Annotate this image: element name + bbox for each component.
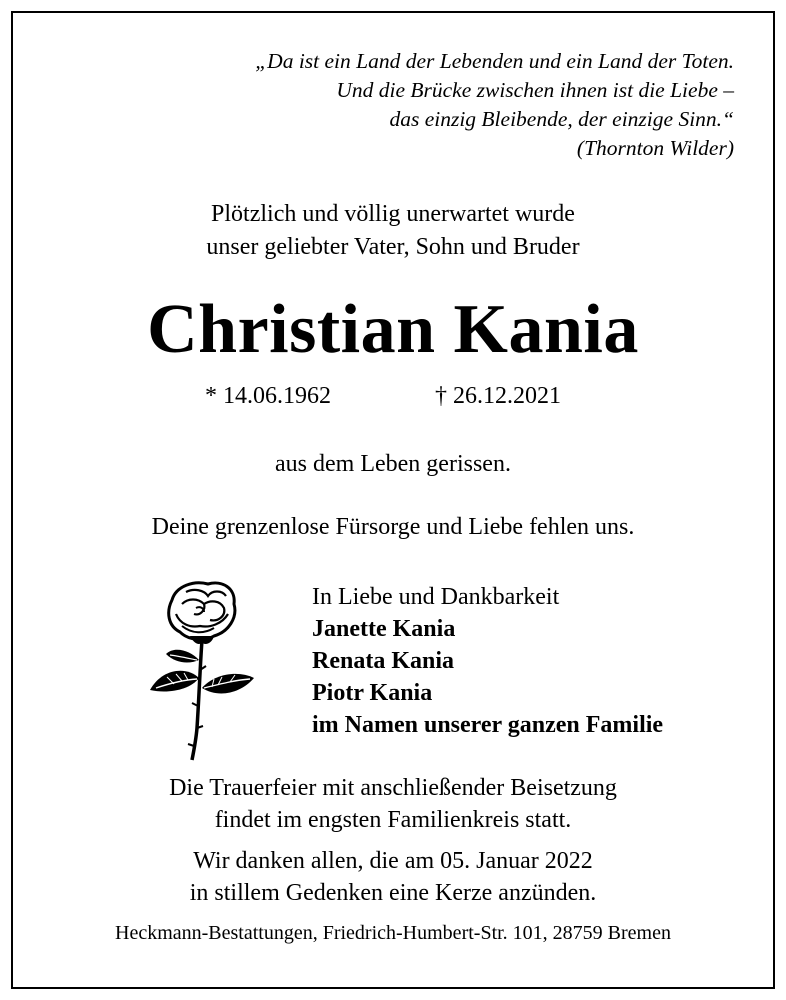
intro-line: unser geliebter Vater, Sohn und Bruder [206,234,580,260]
mourners-block [312,581,663,741]
death-date: † 26.12.2021 [435,383,561,409]
thanks-line: Wir danken allen, die am 05. Januar 2022 [193,848,593,874]
funeral-line: findet im engsten Familienkreis statt. [214,807,572,833]
epigraph-quote [255,47,734,163]
missing-text: Deine grenzenlose Fürsorge und Liebe fehlen uns. [151,514,635,540]
intro-line: Plötzlich und völlig unerwartet wurde [211,201,575,227]
funeral-notice [0,772,786,836]
thanks-line: in stillem Gedenken eine Kerze anzünden. [189,880,597,906]
intro-text [0,198,786,264]
torn-from-life-text: aus dem Leben gerissen. [275,451,511,477]
quote-line: das einzig Bleibende, der einzige Sinn.“ [389,107,734,131]
quote-line: „Da ist ein Land der Lebenden und ein Land der Toten. [255,49,734,73]
thanks-notice [0,845,786,909]
mourner-name: Piotr Kania [312,680,433,706]
funeral-line: Die Trauerfeier mit anschließender Beisetzung [169,775,617,801]
undertaker-address: Heckmann-Bestattungen, Friedrich-Humbert-Str. 101, 28759 Bremen [115,922,671,944]
mourner-name: Renata Kania [312,648,455,674]
deceased-name: Christian Kania [147,291,639,368]
quote-author: (Thornton Wilder) [576,136,734,160]
rose-icon [142,578,260,763]
quote-line: Und die Brücke zwischen ihnen ist die Liebe – [336,78,734,102]
mourner-name: Janette Kania [312,616,456,642]
birth-date: * 14.06.1962 [205,383,331,409]
mourner-family: im Namen unserer ganzen Familie [312,712,664,738]
mourners-heading: In Liebe und Dankbarkeit [312,584,560,610]
